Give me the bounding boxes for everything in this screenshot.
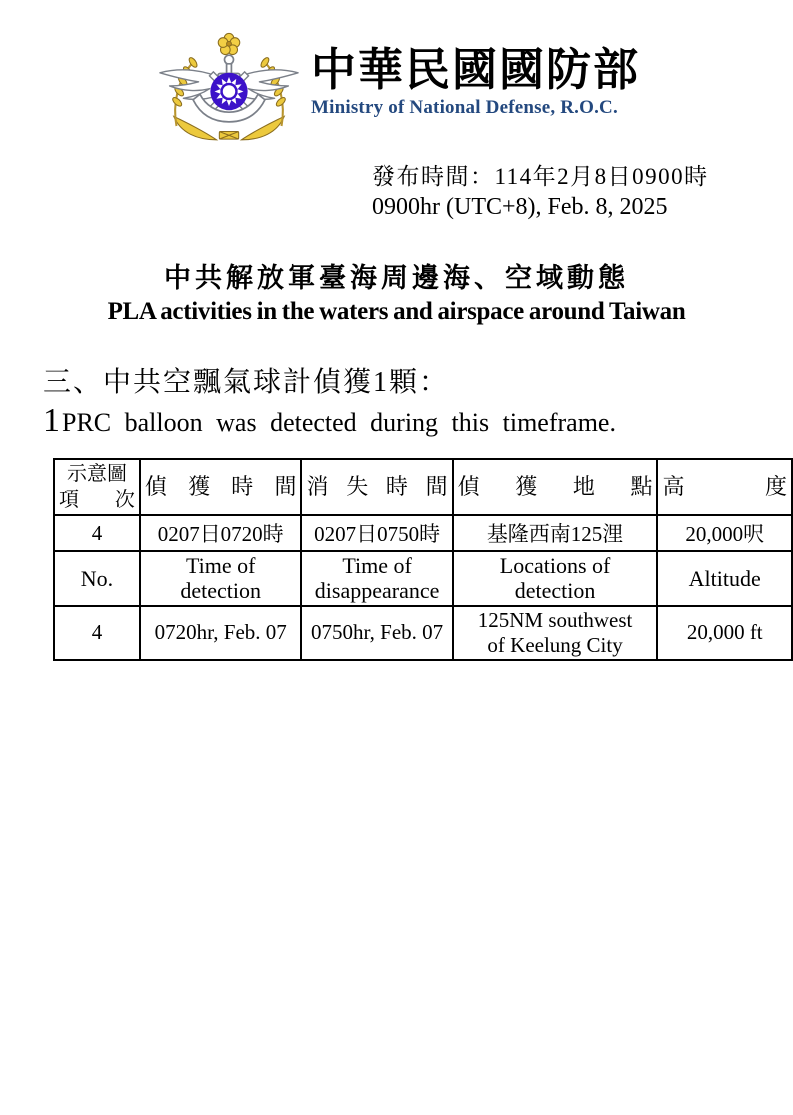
table-row-en-data (54, 606, 792, 660)
cell-disappear-time-en: 0750hr, Feb. 07 (301, 606, 452, 660)
cell-location-en-text: 125NM southwest of Keelung City (477, 607, 633, 657)
release-time-block (372, 162, 793, 224)
balloon-heading-zh: 三、中共空飄氣球計偵獲1顆： (43, 367, 450, 399)
balloon-count: 1 (43, 402, 60, 440)
sun-disc (210, 73, 247, 110)
cell-altitude-zh: 20,000呎 (657, 515, 792, 551)
col-header-altitude-en: Altitude (657, 551, 792, 606)
cell-altitude-en: 20,000 ft (657, 606, 792, 660)
cell-no-en: 4 (54, 606, 140, 660)
cell-detect-time-zh: 0207日0720時 (140, 515, 302, 551)
document-title-zh: 中共解放軍臺海周邊海、空域動態 (164, 263, 629, 294)
ministry-header (0, 0, 793, 148)
org-name-en: Ministry of National Defense, R.O.C. (310, 96, 618, 118)
cell-location-zh: 基隆西南125浬 (453, 515, 658, 551)
col-header-detect-time-zh: 偵獲時間 (140, 459, 302, 515)
cell-disappear-time-zh: 0207日0750時 (301, 515, 452, 551)
org-name-zh: 中華民國國防部 (310, 45, 640, 95)
balloon-section-heading (43, 360, 793, 438)
balloon-summary-en (43, 404, 793, 438)
document-title-en: PLA activities in the waters and airspace around Taiwan (107, 298, 686, 326)
col-header-location-zh: 偵獲地點 (453, 459, 658, 515)
release-time-zh: 發布時間：114年2月8日0900時 (372, 164, 709, 189)
table-row-en-headers (54, 551, 792, 606)
plum-blossom-icon (218, 33, 240, 54)
ribbon-tie (219, 132, 238, 140)
org-name-block (311, 28, 640, 119)
table-row-zh-data (54, 515, 792, 551)
mnd-emblem-icon (153, 28, 305, 148)
release-time-en: 0900hr (UTC+8), Feb. 8, 2025 (372, 194, 668, 221)
balloon-summary-text: PRC balloon was detected during this timeframe. (62, 408, 616, 438)
col-header-no-zh: 示意圖項次 (54, 459, 140, 515)
table-row-zh-headers (54, 459, 792, 515)
col-header-no-en: No. (54, 551, 140, 606)
balloon-table (53, 458, 793, 661)
cell-location-en (453, 606, 658, 660)
col-header-disappear-time-en: Time of disappearance (301, 551, 452, 606)
cell-no-zh: 4 (54, 515, 140, 551)
col-header-disappear-time-zh: 消失時間 (301, 459, 452, 515)
col-header-detect-time-en: Time of detection (140, 551, 302, 606)
mnd-emblem-icon (153, 28, 305, 148)
col-header-location-en: Locations of detection (453, 551, 658, 606)
document-title (0, 256, 793, 326)
cell-detect-time-en: 0720hr, Feb. 07 (140, 606, 302, 660)
col-header-altitude-zh: 高度 (657, 459, 792, 515)
